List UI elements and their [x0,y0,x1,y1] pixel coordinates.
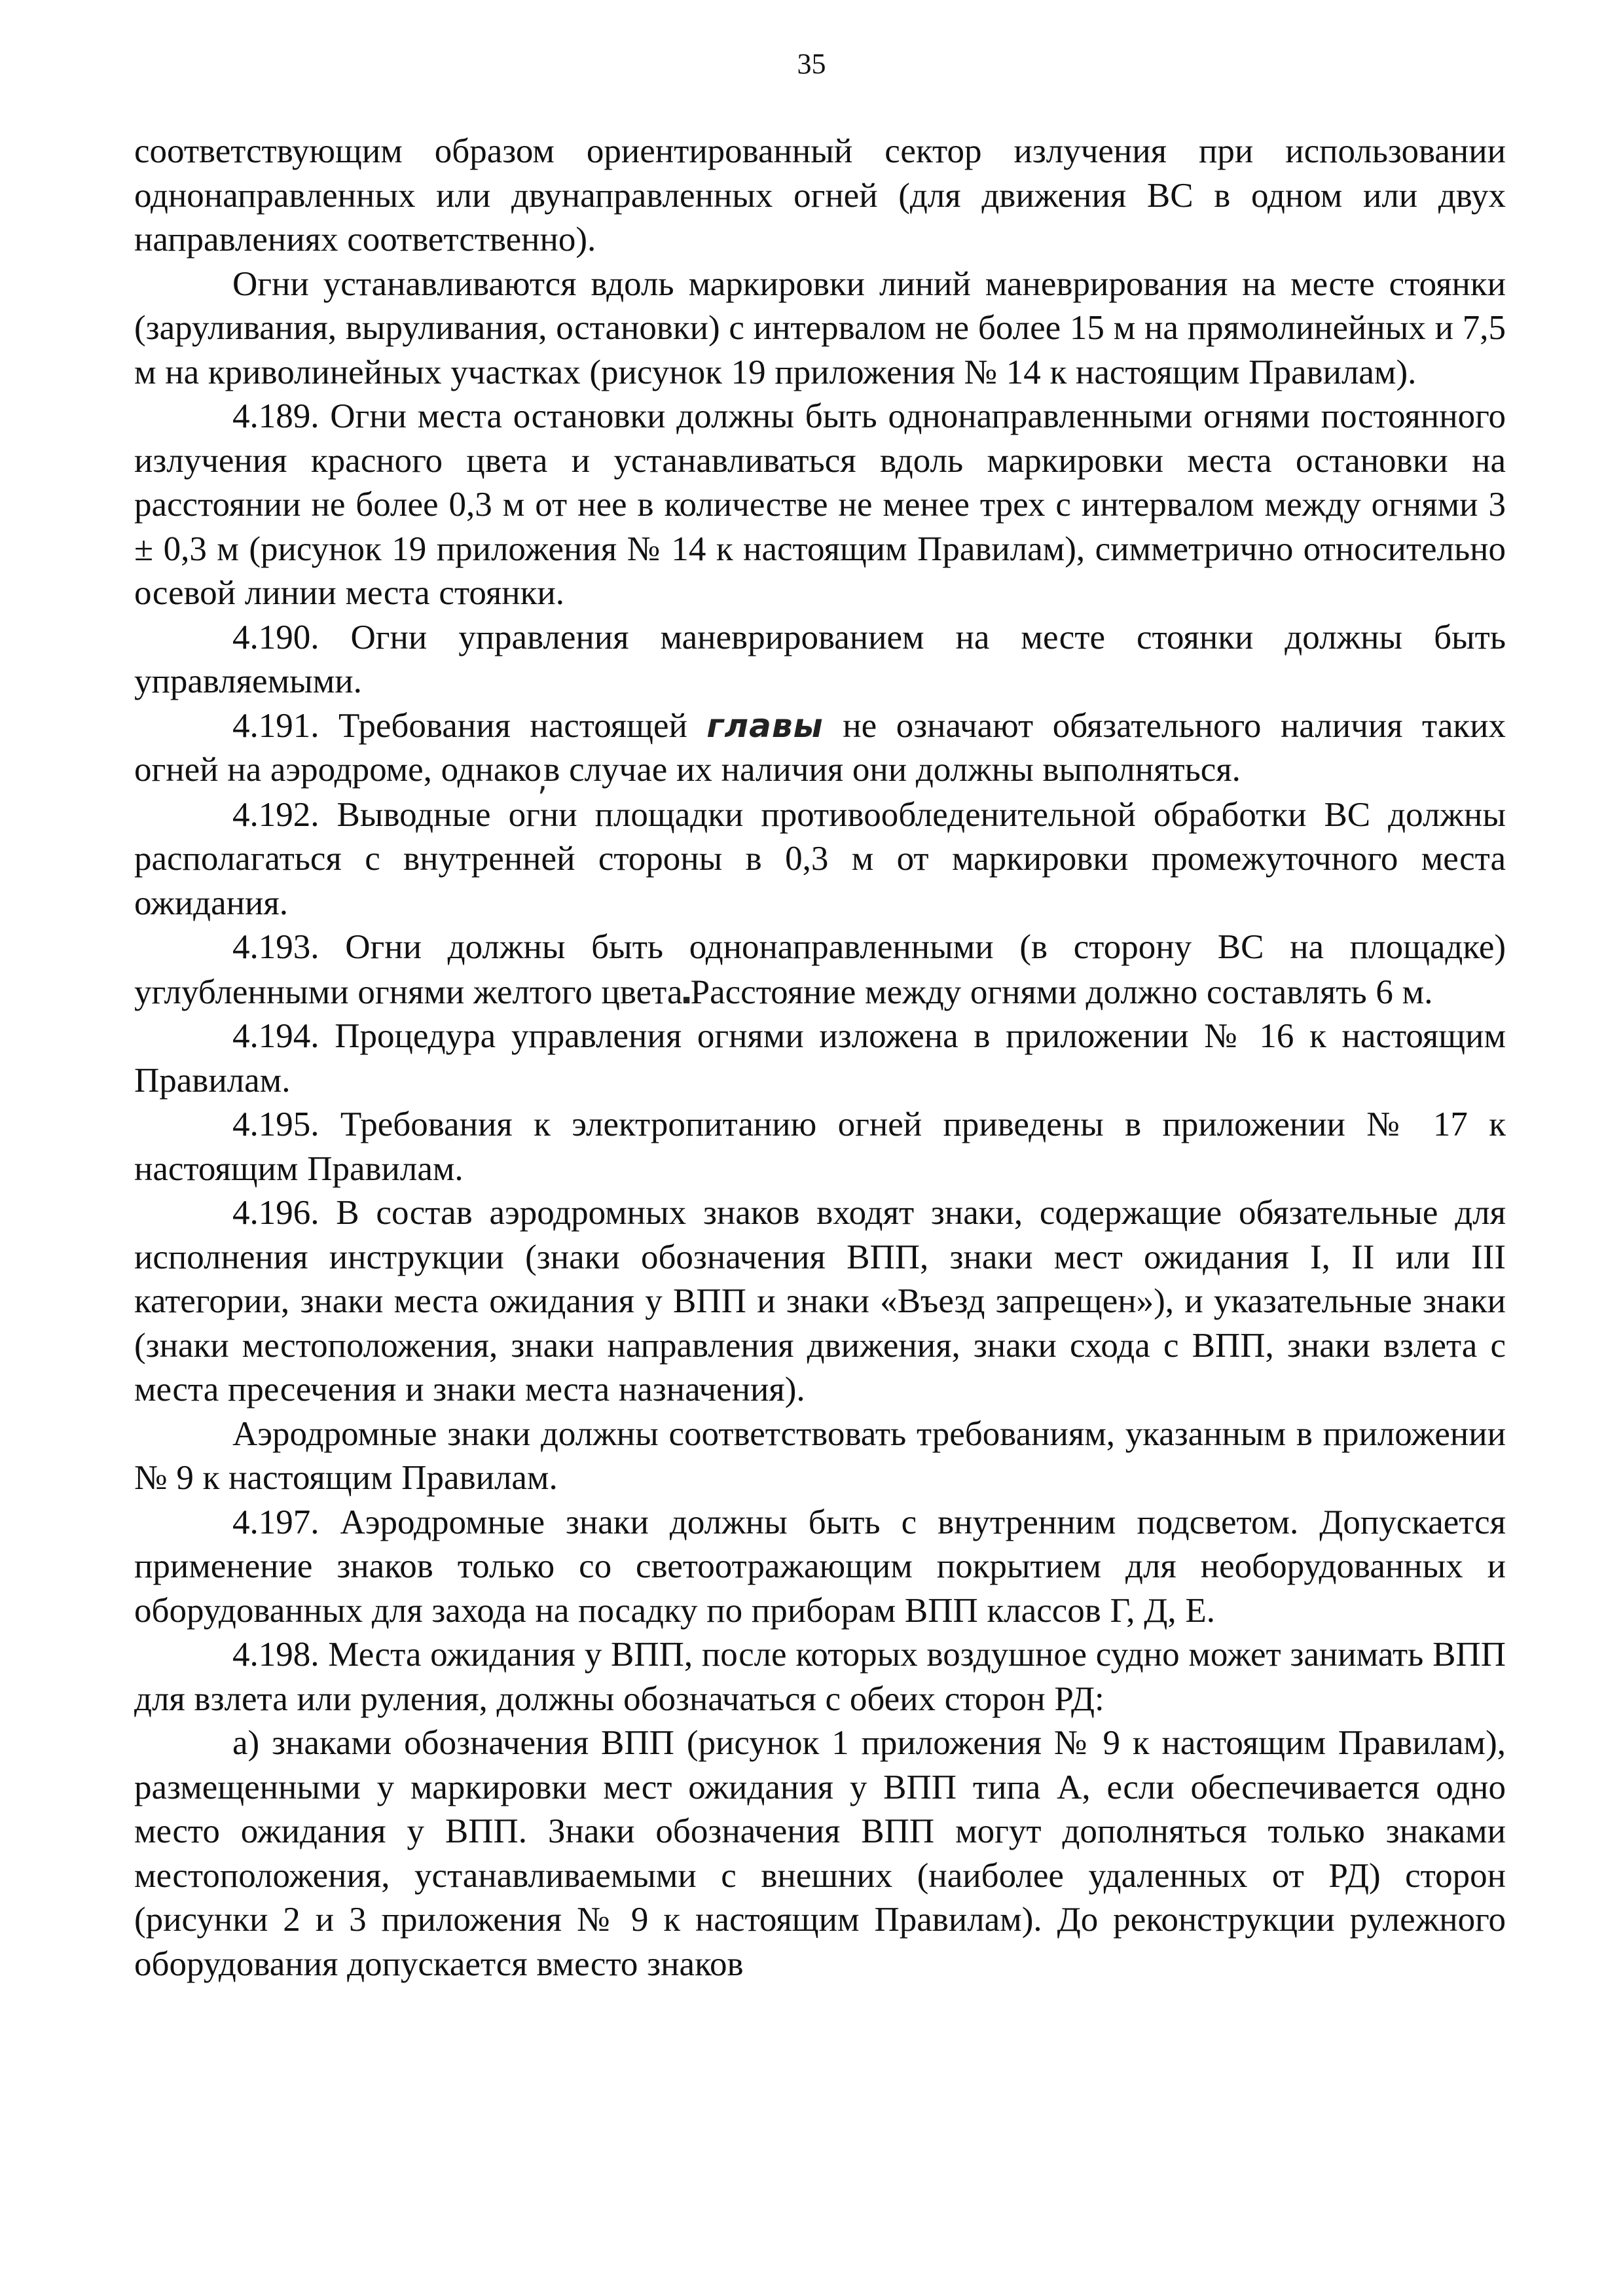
paragraph-4-193-part-b: Расстояние между огнями должно составлять 6 м. [690,973,1433,1011]
paragraph-4-193 [134,925,1506,1014]
paragraph-4-191-part-a: 4.191. Требования настоящей [232,706,687,745]
handwritten-period-mark: . [680,971,693,1012]
paragraph-4-192: 4.192. Выводные огни площадки противообледенительной обработки ВС должны располагаться с внутренней стороны в 0,3 м от маркировки промежуточного места ожидания. [134,795,1506,922]
paragraph-4-194: 4.194. Процедура управления огнями изложена в приложении № 16 к настоящим Правилам. [134,1017,1506,1100]
paragraph-signs-requirements: Аэродромные знаки должны соответствовать требованиям, указанным в приложении № 9 к настоящим Правилам. [134,1414,1506,1497]
document-body [134,130,1506,1986]
paragraph-4-196: 4.196. В состав аэродромных знаков входят знаки, содержащие обязательные для исполнения инструкции (знаки обозначения ВПП, знаки мест ожидания I, II или III категории, знаки места ожидания у ВПП и знаки «Въезд запрещен»), и указательные знаки (знаки местоположения, знаки направления движения, знаки схода с ВПП, знаки взлета с места пресечения и знаки места назначения). [134,1194,1506,1408]
paragraph-4-191-part-b: не означают обязательного наличия таких огней на аэродроме, однако [134,706,1506,789]
paragraph-item-a: а) знаками обозначения ВПП (рисунок 1 приложения № 9 к настоящим Правилам), размещенными у маркировки мест ожидания у ВПП типа А, если обеспечивается одно место ожидания у ВПП. Знаки обозначения ВПП могут дополняться только знаками местоположения, устанавливаемыми с внешних (наиболее удаленных от РД) сторон (рисунки 2 и 3 приложения № 9 к настоящим Правилам). До реконструкции рулежного оборудования допускается вместо знаков [134,1724,1506,1983]
paragraph-4-195: 4.195. Требования к электропитанию огней приведены в приложении № 17 к настоящим Правилам. [134,1105,1506,1188]
page-number: 35 [797,48,826,80]
handwritten-comma-mark: , [538,761,548,798]
paragraph-4-191 [134,704,1506,798]
paragraph-4-193-part-a: 4.193. Огни должны быть однонаправленными (в сторону ВС на площадке) углубленными огнями желтого цвета [134,928,1506,1011]
paragraph-continuation: соответствующим образом ориентированный сектор излучения при использовании однонаправленных или двунаправленных огней (для движения ВС в одном или двух направлениях соответственно). [134,132,1506,259]
paragraph-4-190: 4.190. Огни управления маневрированием на месте стоянки должны быть управляемыми. [134,618,1506,700]
paragraph-lights-placement: Огни устанавливаются вдоль маркировки линий маневрирования на месте стоянки (заруливания, выруливания, остановки) с интервалом не более 15 м на прямолинейных и 7,5 м на криволинейных участках (рисунок 19 приложения № 14 к настоящим Правилам). [134,264,1506,391]
paragraph-4-197: 4.197. Аэродромные знаки должны быть с внутренним подсветом. Допускается применение знаков только со светоотражающим покрытием для необорудованных и оборудованных для захода на посадку по приборам ВПП классов Г, Д, Е. [134,1503,1506,1630]
paragraph-4-198: 4.198. Места ожидания у ВПП, после которых воздушное судно может занимать ВПП для взлета или руления, должны обозначаться с обеих сторон РД: [134,1636,1506,1718]
paragraph-4-189: 4.189. Огни места остановки должны быть однонаправленными огнями постоянного излучения красного цвета и устанавливаться вдоль маркировки места остановки на расстоянии не более 0,3 м от нее в количестве не менее трех с интервалом между огнями 3 ± 0,3 м (рисунок 19 приложения № 14 к настоящим Правилам), симметрично относительно осевой линии места стоянки. [134,397,1506,612]
paragraph-4-191-part-c: в случае их наличия они должны выполняться. [543,751,1241,789]
handwritten-correction: главы [706,706,824,745]
